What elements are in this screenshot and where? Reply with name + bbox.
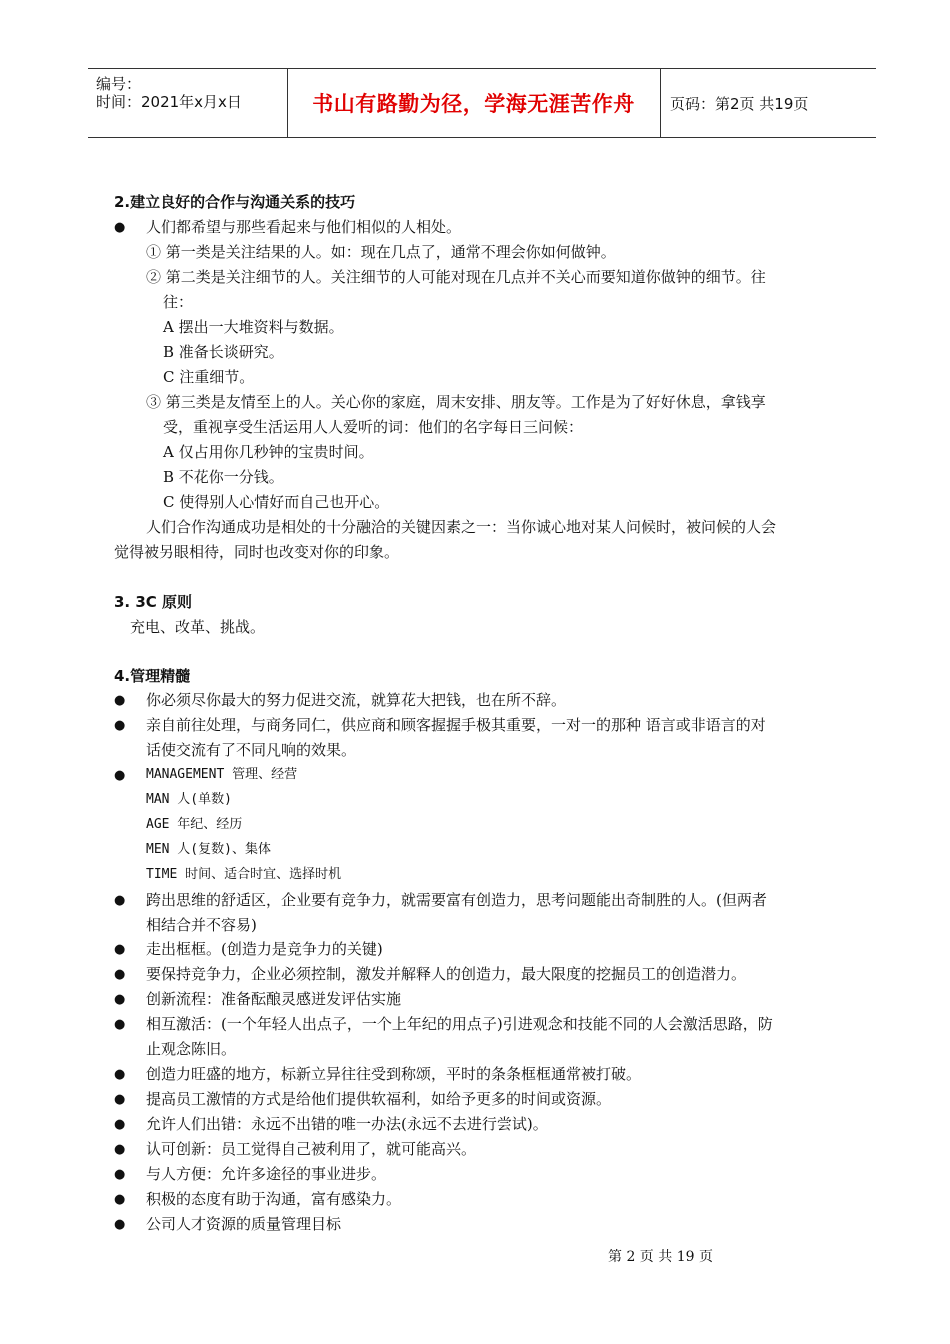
type-3-item-b: B 不花你一分钱。 — [163, 468, 284, 486]
s4-bullet-7: 创新流程：准备酝酿灵感迸发评估实施 — [146, 990, 402, 1008]
header-page-number: 页码：第2页 共19页 — [670, 94, 809, 113]
s4-bullet-5: 走出框框。(创造力是竞争力的关键) — [146, 940, 383, 958]
s4-bullet-8-cont: 止观念陈旧。 — [146, 1040, 237, 1058]
bullet-icon: ● — [114, 1167, 126, 1182]
bullet-icon: ● — [114, 992, 126, 1007]
section-3-title: 3. 3C 原则 — [114, 593, 193, 611]
section-2-paragraph-cont: 觉得被另眼相待，同时也改变对你的印象。 — [114, 543, 400, 561]
header-meta — [88, 69, 288, 137]
bullet-icon: ● — [114, 1092, 126, 1107]
s4-bullet-4-cont: 相结合并不容易) — [146, 916, 257, 934]
section-2-bullet: 人们都希望与那些看起来与他们相似的人相处。 — [146, 218, 462, 236]
doc-number-label: 编号： — [96, 75, 142, 93]
header-motto — [287, 69, 661, 137]
s4-bullet-2-cont: 话使交流有了不同凡响的效果。 — [146, 741, 357, 759]
s4-management-men: MEN 人(复数)、集体 — [146, 842, 271, 857]
bullet-icon: ● — [114, 1017, 126, 1032]
s4-bullet-14: 积极的态度有助于沟通，富有感染力。 — [146, 1190, 402, 1208]
type-3-item-c: C 使得别人心情好而自己也开心。 — [163, 493, 390, 511]
motto-text: 书山有路勤为径，学海无涯苦作舟 — [312, 92, 635, 116]
type-2-item-b: B 准备长谈研究。 — [163, 343, 284, 361]
section-2-title: 2.建立良好的合作与沟通关系的技巧 — [114, 193, 356, 211]
section-2-paragraph: 人们合作沟通成功是相处的十分融洽的关键因素之一：当你诚心地对某人问候时，被问候的人会 — [146, 518, 777, 536]
bullet-icon: ● — [114, 942, 126, 957]
type-1-text: ① 第一类是关注结果的人。如：现在几点了，通常不理会你如何做钟。 — [146, 243, 616, 261]
s4-bullet-8: 相互激活：(一个年轻人出点子，一个上年纪的用点子)引进观念和技能不同的人会激活思路，防 — [146, 1015, 773, 1033]
bullet-icon: ● — [114, 1217, 126, 1232]
bullet-icon: ● — [114, 1067, 126, 1082]
type-2-text: ② 第二类是关注细节的人。关注细节的人可能对现在几点并不关心而要知道你做钟的细节。往 — [146, 268, 766, 286]
s4-bullet-10: 提高员工激情的方式是给他们提供软福利，如给予更多的时间或资源。 — [146, 1090, 612, 1108]
bullet-icon: ● — [114, 693, 126, 708]
s4-bullet-13: 与人方便：允许多途径的事业进步。 — [146, 1165, 387, 1183]
s4-bullet-4: 跨出思维的舒适区，企业要有竞争力，就需要富有创造力，思考问题能出奇制胜的人。(但两者 — [146, 891, 767, 909]
s4-management: MANAGEMENT 管理、经营 — [146, 767, 298, 782]
page-footer: 第 2 页 共 19 页 — [608, 1249, 713, 1265]
s4-bullet-2: 亲自前往处理，与商务同仁，供应商和顾客握握手极其重要，一对一的那种 语言或非语言的对 — [146, 716, 766, 734]
bullet-icon: ● — [114, 768, 126, 783]
s4-bullet-12: 认可创新：员工觉得自己被利用了，就可能高兴。 — [146, 1140, 477, 1158]
s4-management-man: MAN 人(单数) — [146, 792, 232, 807]
s4-management-age: AGE 年纪、经历 — [146, 817, 243, 832]
type-3-text-cont: 受，重视享受生活运用人人爱听的词：他们的名字每日三问候： — [163, 418, 584, 436]
bullet-icon: ● — [114, 220, 126, 235]
s4-bullet-1: 你必须尽你最大的努力促进交流，就算花大把钱，也在所不辞。 — [146, 691, 567, 709]
s4-management-time: TIME 时间、适合时宜、选择时机 — [146, 867, 342, 882]
page-header — [88, 68, 876, 138]
s4-bullet-15: 公司人才资源的质量管理目标 — [146, 1215, 342, 1233]
bullet-icon: ● — [114, 1117, 126, 1132]
s4-bullet-11: 允许人们出错：永远不出错的唯一办法(永远不去进行尝试)。 — [146, 1115, 548, 1133]
bullet-icon: ● — [114, 967, 126, 982]
type-2-item-c: C 注重细节。 — [163, 368, 255, 386]
bullet-icon: ● — [114, 1142, 126, 1157]
s4-bullet-6: 要保持竞争力，企业必须控制，激发并解释人的创造力，最大限度的挖掘员工的创造潜力。 — [146, 965, 747, 983]
type-3-text: ③ 第三类是友情至上的人。关心你的家庭，周末安排、朋友等。工作是为了好好休息，拿钱享 — [146, 393, 766, 411]
section-4-title: 4.管理精髓 — [114, 667, 191, 685]
bullet-icon: ● — [114, 718, 126, 733]
bullet-icon: ● — [114, 893, 126, 908]
type-3-item-a: A 仅占用你几秒钟的宝贵时间。 — [163, 443, 374, 461]
bullet-icon: ● — [114, 1192, 126, 1207]
type-2-item-a: A 摆出一大堆资料与数据。 — [163, 318, 344, 336]
type-2-text-cont: 往： — [163, 293, 194, 311]
s4-bullet-9: 创造力旺盛的地方，标新立异往往受到称颂，平时的条条框框通常被打破。 — [146, 1065, 642, 1083]
doc-date-label: 时间：2021年x月x日 — [96, 93, 242, 111]
section-3-text: 充电、改革、挑战。 — [130, 618, 266, 636]
